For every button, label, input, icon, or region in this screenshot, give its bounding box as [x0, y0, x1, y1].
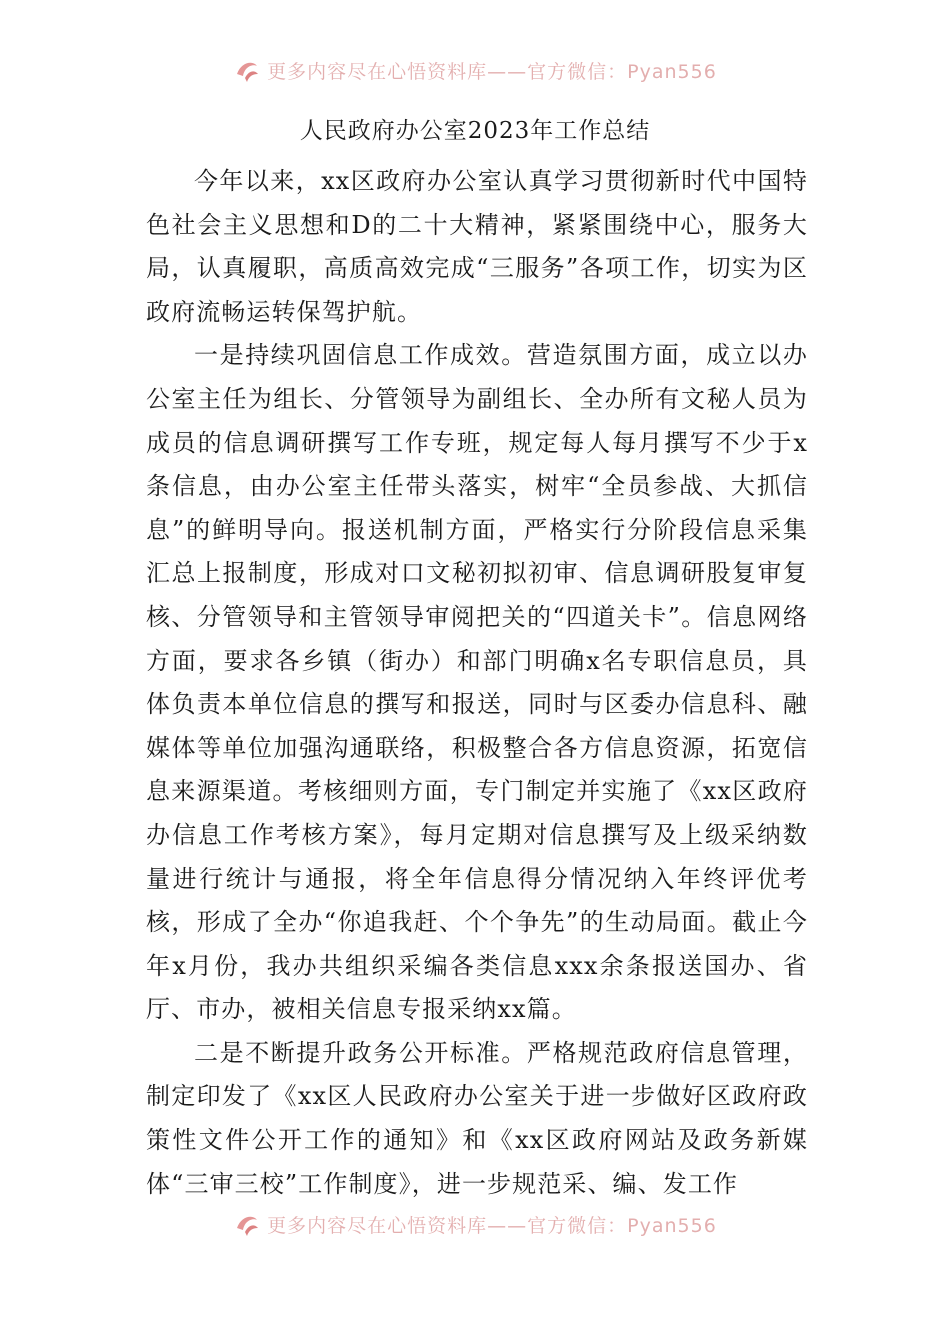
- watermark-text: 更多内容尽在心悟资料库——官方微信：Pyan556: [267, 1214, 717, 1237]
- paragraph-information-work: 一是持续巩固信息工作成效。营造氛围方面，成立以办公室主任为组长、分管领导为副组长、全办所有文秘人员为成员的信息调研撰写工作专班，规定每人每月撰写不少于x条信息，由办公室主任带头落实，树牢“全员参战、大抓信息”的鲜明导向。报送机制方面，严格实行分阶段信息采集汇总上报制度，形成对口文秘初拟初审、信息调研股复审复核、分管领导和主管领导审阅把关的“四道关卡”。信息网络方面，要求各乡镇（街办）和部门明确x名专职信息员，具体负责本单位信息的撰写和报送，同时与区委办信息科、融媒体等单位加强沟通联络，积极整合各方信息资源，拓宽信息来源渠道。考核细则方面，专门制定并实施了《xx区政府办信息工作考核方案》，每月定期对信息撰写及上级采纳数量进行统计与通报，将全年信息得分情况纳入年终评优考核，形成了全办“你追我赶、个个争先”的生动局面。截止今年x月份，我办共组织采编各类信息xxx余条报送国办、省厅、市办，被相关信息专报采纳xx篇。: [146, 341, 808, 1024]
- watermark-text: 更多内容尽在心悟资料库——官方微信：Pyan556: [267, 60, 717, 83]
- paragraph-government-affairs: 二是不断提升政务公开标准。严格规范政府信息管理，制定印发了《xx区人民政府办公室关于进一步做好区政府政策性文件公开工作的通知》和《xx区政府网站及政务新媒体“三审三校”工作制度》，进一步规范采、编、发工作: [146, 1038, 808, 1198]
- document-title: 人民政府办公室2023年工作总结: [299, 118, 651, 144]
- document-body: [146, 160, 808, 1206]
- paragraph-intro: 今年以来，xx区政府办公室认真学习贯彻新时代中国特色社会主义思想和D的二十大精神，紧紧围绕中心，服务大局，认真履职，高质高效完成“三服务”各项工作，切实为区政府流畅运转保驾护航。: [146, 167, 808, 326]
- brand-logo-icon: [233, 1210, 261, 1238]
- watermark-header: [0, 52, 950, 88]
- brand-logo-icon: [233, 56, 261, 84]
- watermark-footer: [0, 1206, 950, 1242]
